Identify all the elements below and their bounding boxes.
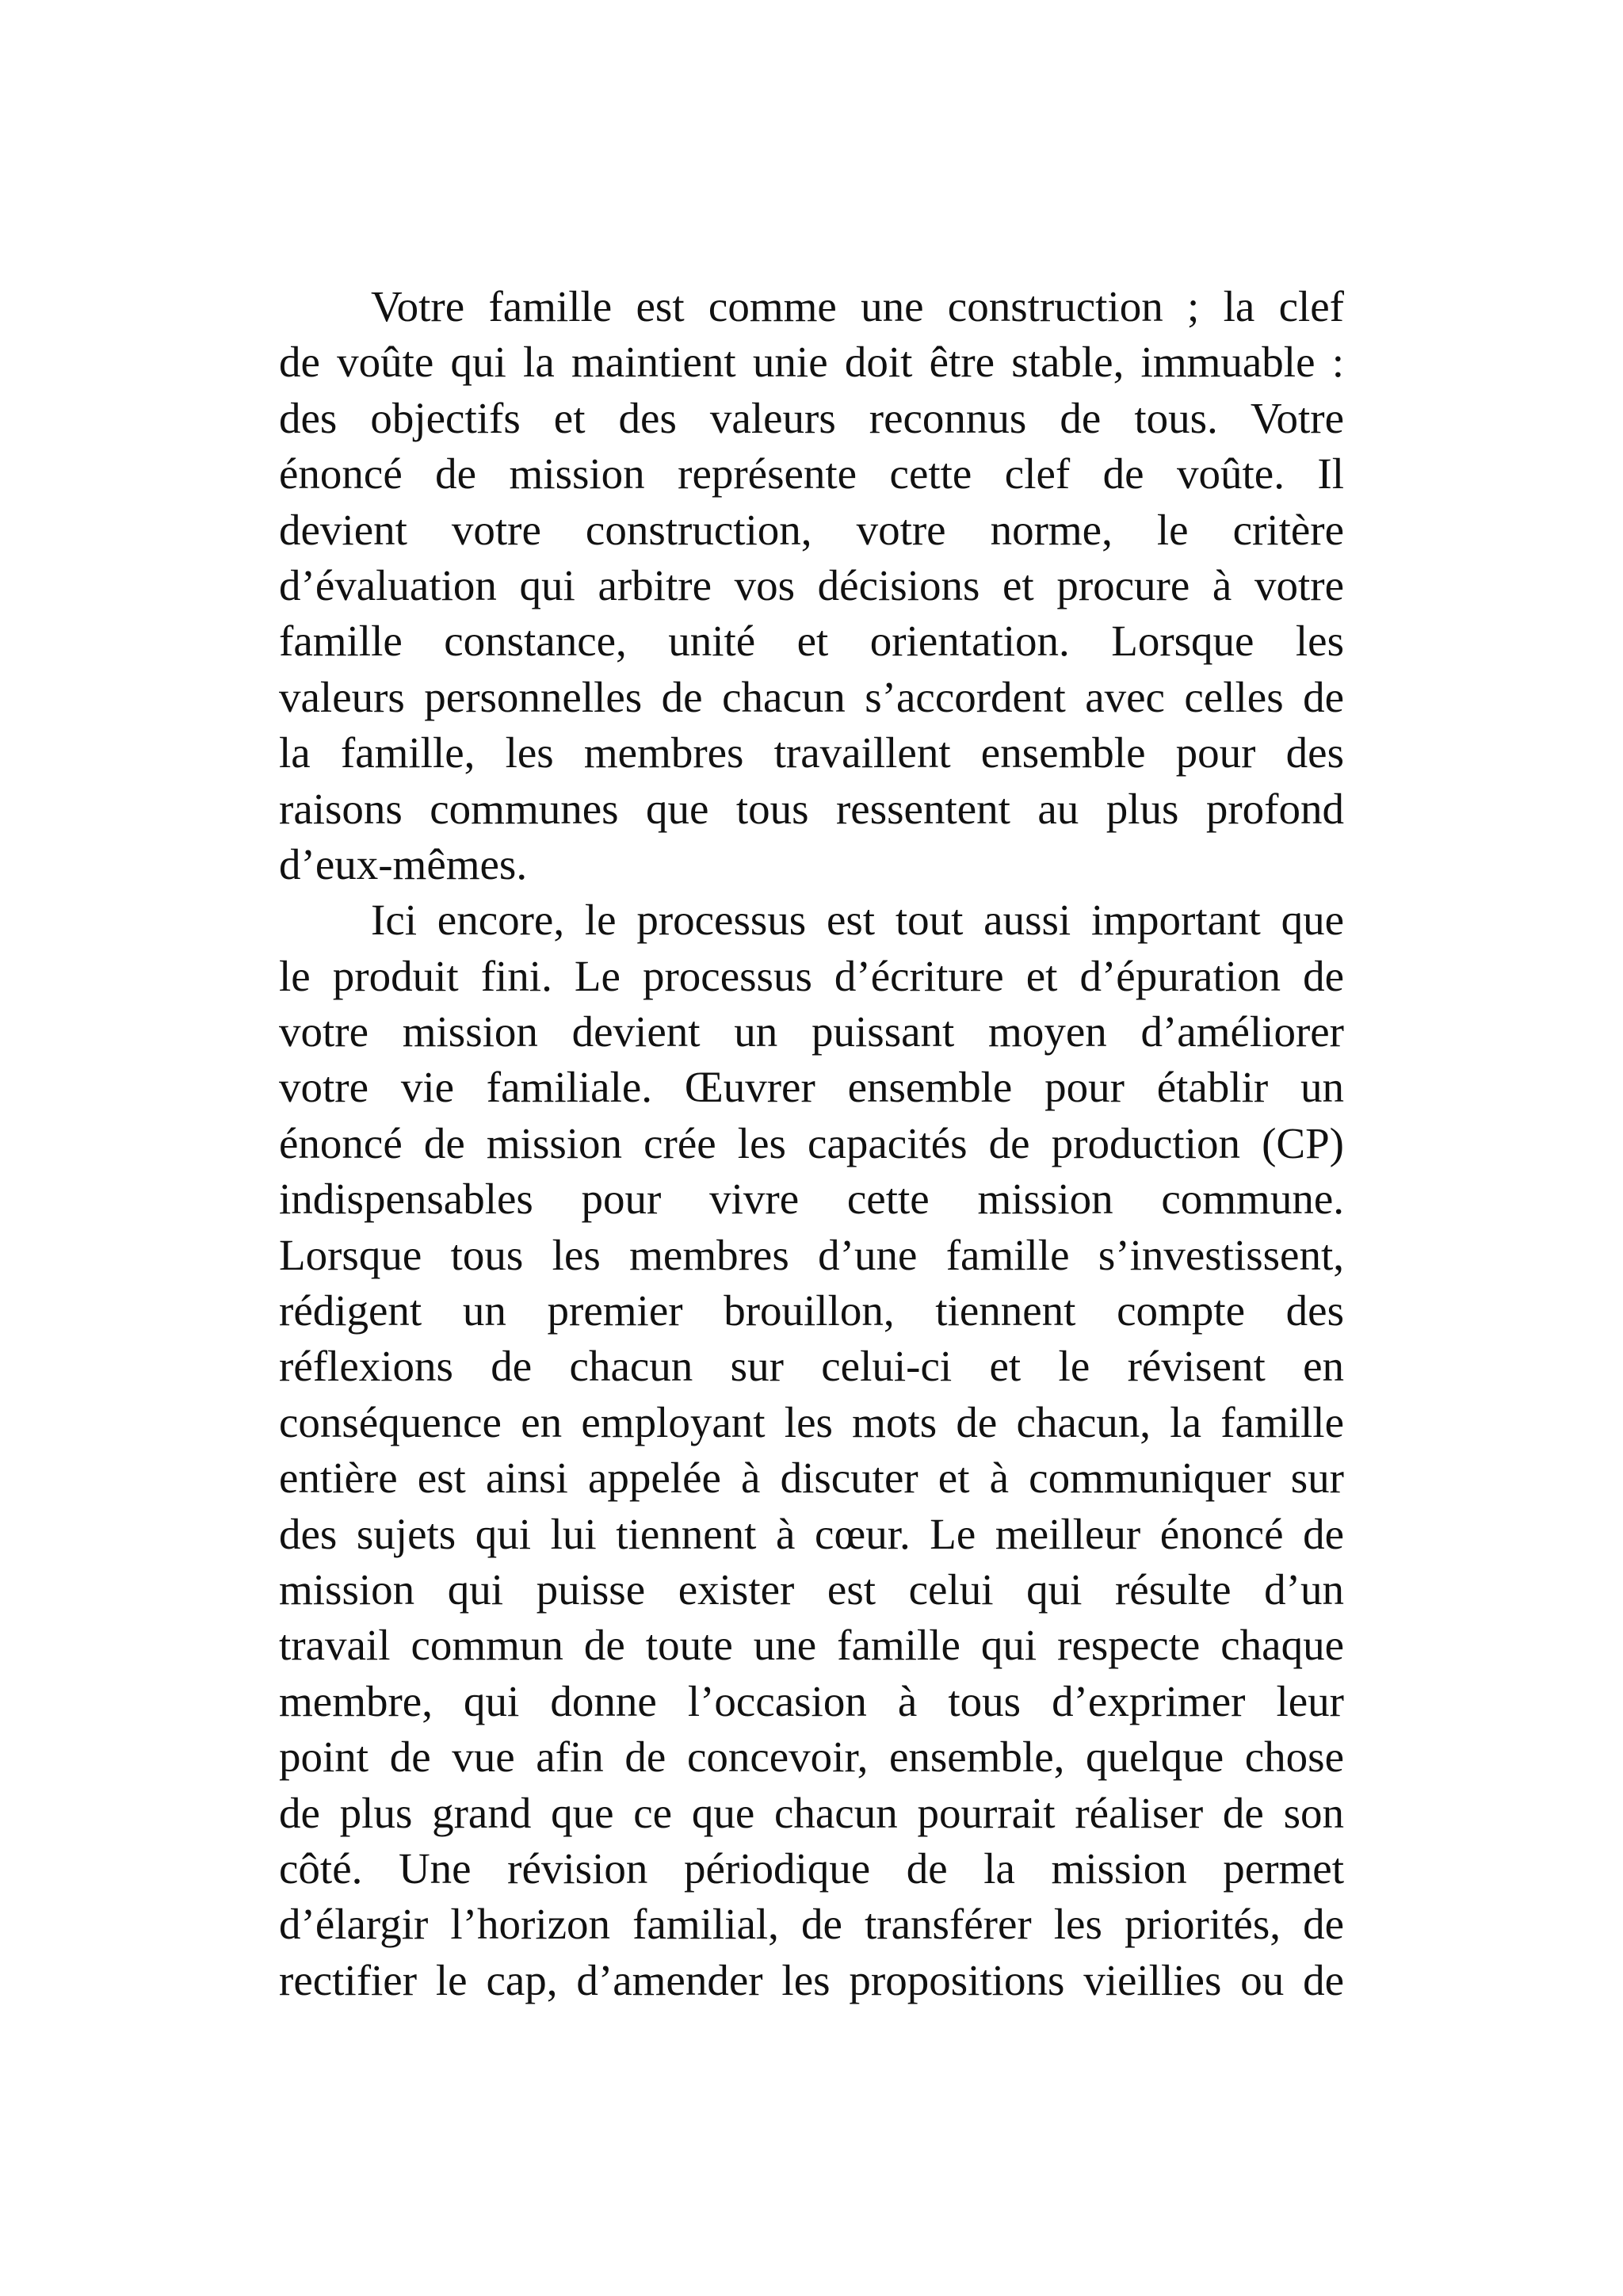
text-line: des sujets qui lui tiennent à cœur. Le meilleur énoncé de [279,1509,1344,1558]
text-line: devient votre construction, votre norme, le critère [279,505,1344,554]
text-line: côté. Une révision périodique de la mission permet [279,1843,1344,1893]
text-line: mission qui puisse exister est celui qui résulte d’un [279,1564,1344,1614]
text-line: conséquence en employant les mots de chacun, la famille [279,1397,1344,1446]
text-line: Votre famille est comme une construction ; la clef [371,282,1344,330]
text-line: de plus grand que ce que chacun pourrait réaliser de son [279,1788,1344,1837]
text-line: d’élargir l’horizon familial, de transférer les priorités, de [279,1900,1344,1949]
text-line: rectifier le cap, d’amender les propositions vieillies ou de [279,1955,1344,2004]
text-line: la famille, les membres travaillent ensemble pour des [279,728,1344,777]
text-line: rédigent un premier brouillon, tiennent compte des [279,1286,1344,1335]
text-line: famille constance, unité et orientation. Lorsque les [279,617,1344,666]
text-line: valeurs personnelles de chacun s’accordent avec celles de [279,672,1344,721]
text-line: votre vie familiale. Œuvrer ensemble pour établir un [279,1063,1344,1112]
text-line: entière est ainsi appelée à discuter et à communiquer sur [279,1454,1344,1503]
text-line: des objectifs et des valeurs reconnus de tous. Votre [279,393,1344,442]
text-line: Ici encore, le processus est tout aussi important que [371,896,1344,945]
text-line: d’eux-mêmes. [279,839,528,888]
text-line: travail commun de toute une famille qui respecte chaque [279,1621,1344,1670]
paragraph-1 [279,279,1344,892]
text-line: indispensables pour vivre cette mission commune. [279,1175,1344,1224]
text-line: d’évaluation qui arbitre vos décisions et procure à votre [279,560,1344,609]
text-line: raisons communes que tous ressentent au plus profond [279,784,1344,833]
body-text [279,279,1344,2008]
text-line: le produit fini. Le processus d’écriture et d’épuration de [279,951,1344,1000]
text-line: énoncé de mission représente cette clef de voûte. Il [279,449,1344,499]
text-line: Lorsque tous les membres d’une famille s’investissent, [279,1230,1344,1279]
text-line: de voûte qui la maintient unie doit être stable, immuable : [279,338,1344,387]
text-line: réflexions de chacun sur celui-ci et le révisent en [279,1342,1344,1391]
text-line: membre, qui donne l’occasion à tous d’exprimer leur [279,1676,1344,1725]
paragraph-2 [279,892,1344,2008]
text-line: point de vue afin de concevoir, ensemble, quelque chose [279,1733,1344,1782]
text-line: votre mission devient un puissant moyen d’améliorer [279,1007,1344,1056]
text-line: énoncé de mission crée les capacités de production (CP) [279,1118,1344,1167]
